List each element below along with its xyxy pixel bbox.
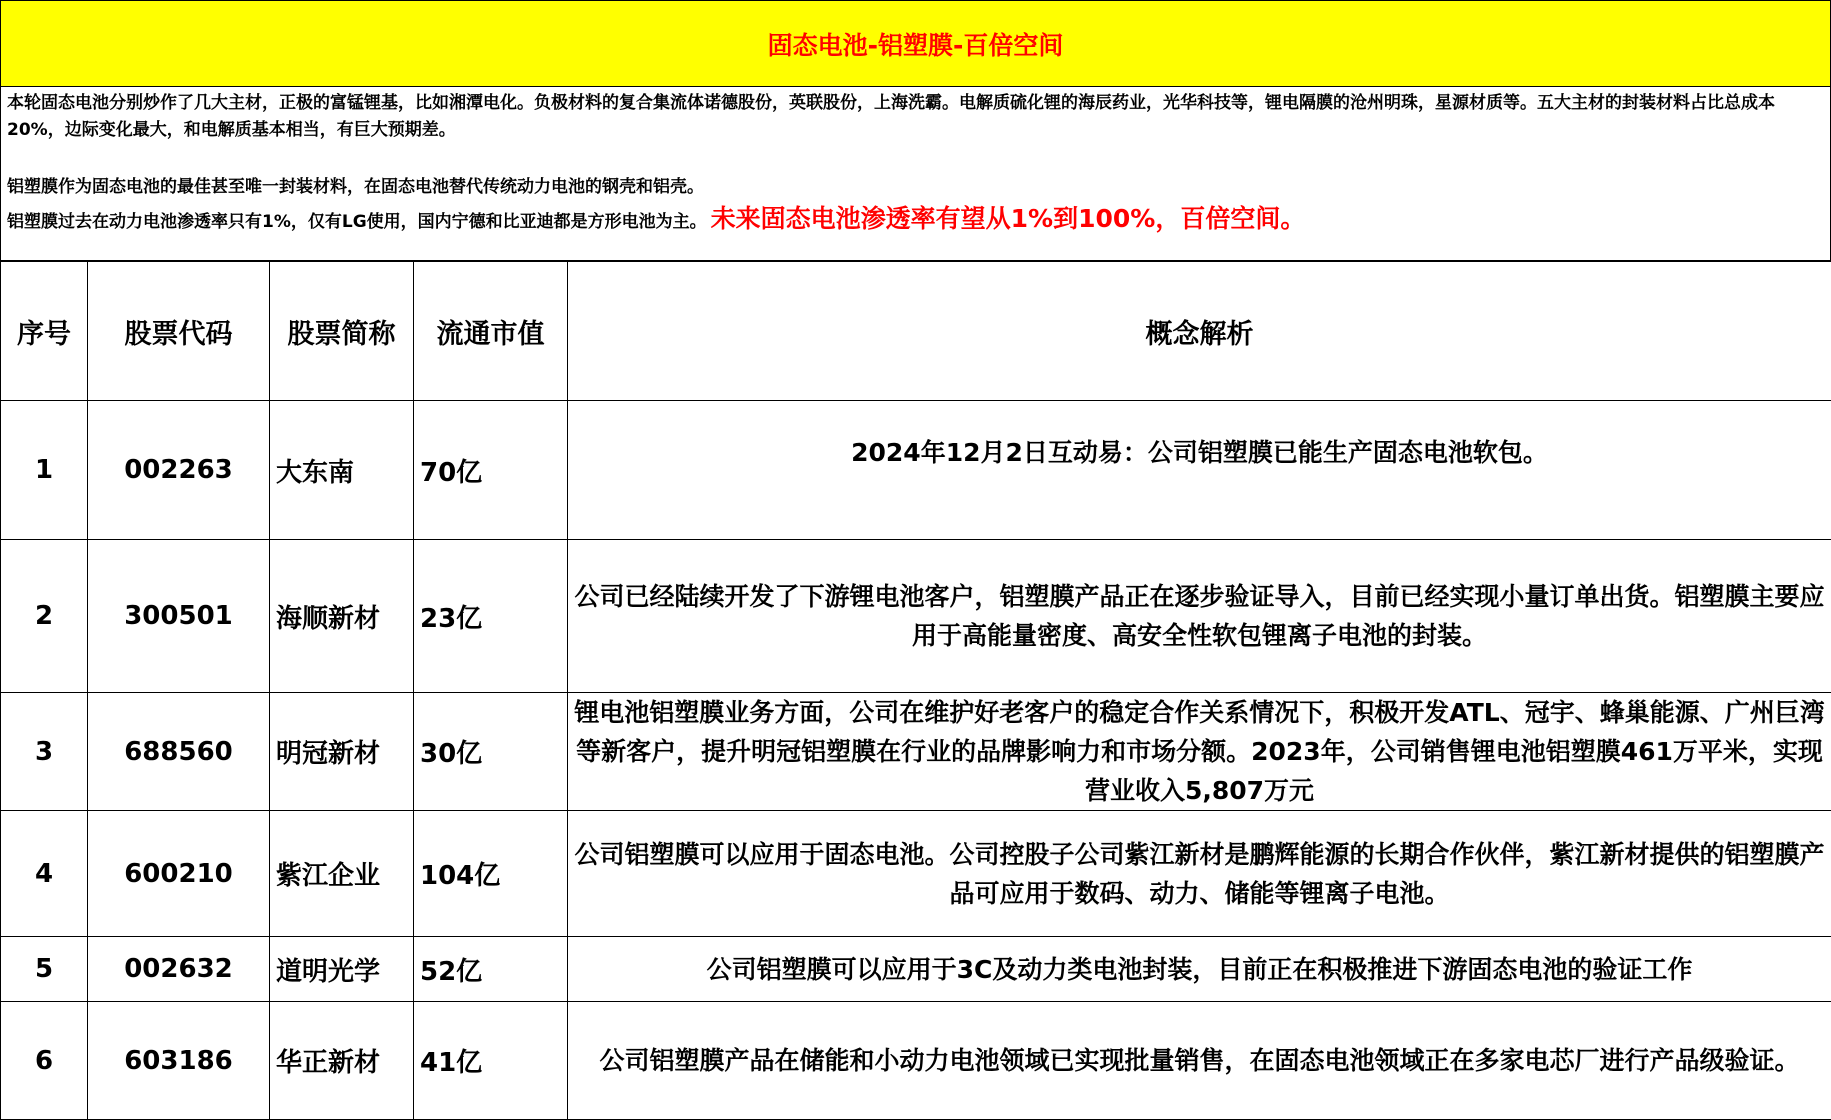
cell-name: 明冠新材 (270, 693, 414, 811)
table-header-row (1, 262, 1831, 401)
cell-code: 688560 (88, 693, 270, 811)
cell-name: 道明光学 (270, 937, 414, 1002)
cell-market-cap: 70亿 (414, 401, 568, 540)
table-row (1, 937, 1831, 1002)
table-row (1, 693, 1831, 811)
cell-index: 5 (1, 937, 88, 1002)
cell-concept: 公司铝塑膜产品在储能和小动力电池领域已实现批量销售，在固态电池领域正在多家电芯厂进行产品级验证。 (568, 1002, 1831, 1120)
sheet-title-text: 固态电池-铝塑膜-百倍空间 (767, 30, 1064, 60)
cell-name: 紫江企业 (270, 811, 414, 937)
cell-name: 大东南 (270, 401, 414, 540)
header-code: 股票代码 (88, 262, 270, 401)
cell-name: 华正新材 (270, 1002, 414, 1120)
cell-code: 002263 (88, 401, 270, 540)
intro-paragraph-3 (1, 205, 1311, 236)
table-row (1, 811, 1831, 937)
header-concept: 概念解析 (568, 262, 1831, 401)
header-market-cap: 流通市值 (414, 262, 568, 401)
cell-index: 6 (1, 1002, 88, 1120)
cell-code: 300501 (88, 540, 270, 693)
table-row (1, 401, 1831, 540)
cell-index: 1 (1, 401, 88, 540)
cell-index: 2 (1, 540, 88, 693)
cell-concept: 2024年12月2日互动易：公司铝塑膜已能生产固态电池软包。 (568, 401, 1831, 540)
intro-block (0, 86, 1831, 261)
cell-name: 海顺新材 (270, 540, 414, 693)
table-row (1, 1002, 1831, 1120)
cell-market-cap: 30亿 (414, 693, 568, 811)
cell-code: 002632 (88, 937, 270, 1002)
header-index: 序号 (1, 262, 88, 401)
stock-table (0, 261, 1831, 1120)
sheet-title (0, 0, 1831, 87)
cell-concept: 公司已经陆续开发了下游锂电池客户，铝塑膜产品正在逐步验证导入，目前已经实现小量订单出货。铝塑膜主要应用于高能量密度、高安全性软包锂离子电池的封装。 (568, 540, 1831, 693)
header-name: 股票简称 (270, 262, 414, 401)
cell-concept: 锂电池铝塑膜业务方面，公司在维护好老客户的稳定合作关系情况下，积极开发ATL、冠宇、蜂巢能源、广州巨湾等新客户，提升明冠铝塑膜在行业的品牌影响力和市场分额。2023年，公司销售锂电池铝塑膜461万平米，实现营业收入5,807万元 (568, 693, 1831, 811)
cell-market-cap: 104亿 (414, 811, 568, 937)
cell-index: 3 (1, 693, 88, 811)
cell-concept: 公司铝塑膜可以应用于固态电池。公司控股子公司紫江新材是鹏辉能源的长期合作伙伴，紫江新材提供的铝塑膜产品可应用于数码、动力、储能等锂离子电池。 (568, 811, 1831, 937)
cell-concept: 公司铝塑膜可以应用于3C及动力类电池封装，目前正在积极推进下游固态电池的验证工作 (568, 937, 1831, 1002)
cell-market-cap: 52亿 (414, 937, 568, 1002)
intro-highlight: 未来固态电池渗透率有望从1%到100%，百倍空间。 (710, 204, 1306, 233)
cell-market-cap: 23亿 (414, 540, 568, 693)
cell-market-cap: 41亿 (414, 1002, 568, 1120)
intro-paragraph-1: 本轮固态电池分别炒作了几大主材，正极的富锰锂基，比如湘潭电化。负极材料的复合集流体诺德股份，英联股份，上海洗霸。电解质硫化锂的海辰药业，光华科技等，锂电隔膜的沧州明珠，星源材质等。五大主材的封装材料占比总成本20%，边际变化最大，和电解质基本相当，有巨大预期差。 (7, 93, 1775, 140)
cell-code: 600210 (88, 811, 270, 937)
table-row (1, 540, 1831, 693)
intro-paragraph-3-text: 铝塑膜过去在动力电池渗透率只有1%，仅有LG使用，国内宁德和比亚迪都是方形电池为主。 (7, 212, 707, 232)
cell-index: 4 (1, 811, 88, 937)
intro-paragraph-2: 铝塑膜作为固态电池的最佳甚至唯一封装材料，在固态电池替代传统动力电池的钢壳和铝壳。 (7, 177, 704, 197)
cell-code: 603186 (88, 1002, 270, 1120)
